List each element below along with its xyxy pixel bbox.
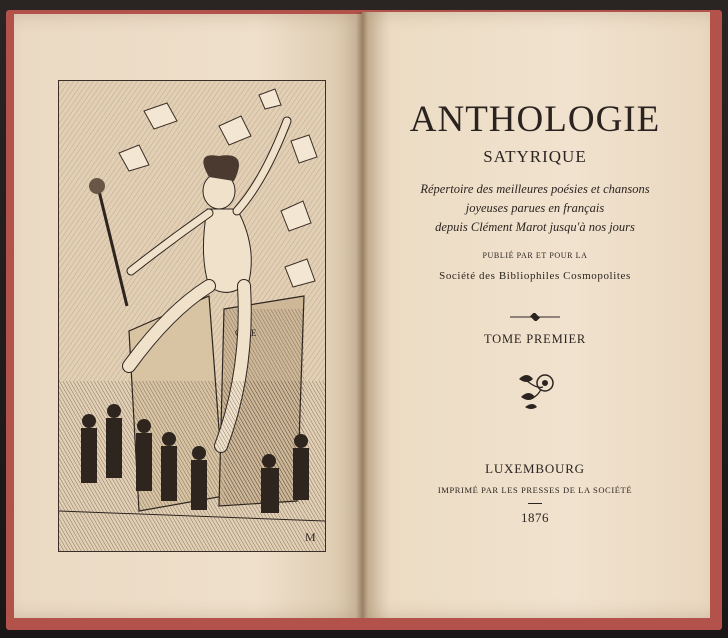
society-name: Société des Bibliophiles Cosmopolites	[439, 270, 631, 282]
published-for-line: PUBLIÉ PAR ET POUR LA	[482, 251, 588, 260]
divider-ornament	[510, 306, 560, 314]
book-subtitle: SATYRIQUE	[483, 147, 587, 166]
flower-ornament-icon	[513, 367, 557, 411]
book-gutter	[356, 12, 368, 618]
frontispiece-engraving	[58, 80, 326, 552]
engraving-illustration	[59, 81, 325, 551]
short-rule	[528, 503, 542, 504]
publication-city: LUXEMBOURG	[485, 461, 585, 476]
engraving-book-text: OGIE	[235, 328, 257, 338]
volume-label: TOME PREMIER	[483, 332, 587, 346]
book-description	[380, 180, 690, 237]
engraving-signature: M	[305, 530, 316, 544]
printer-line: IMPRIMÉ PAR LES PRESSES DE LA SOCIÉTÉ	[437, 485, 633, 495]
description-line: joyeuses parues en français	[465, 201, 605, 215]
description-line: depuis Clément Marot jusqu'à nos jours	[435, 220, 635, 234]
publication-year: 1876	[521, 510, 549, 525]
title-page	[380, 96, 690, 526]
description-line: Répertoire des meilleures poésies et chansons	[420, 182, 650, 196]
book-title: ANTHOLOGIE	[409, 99, 661, 140]
